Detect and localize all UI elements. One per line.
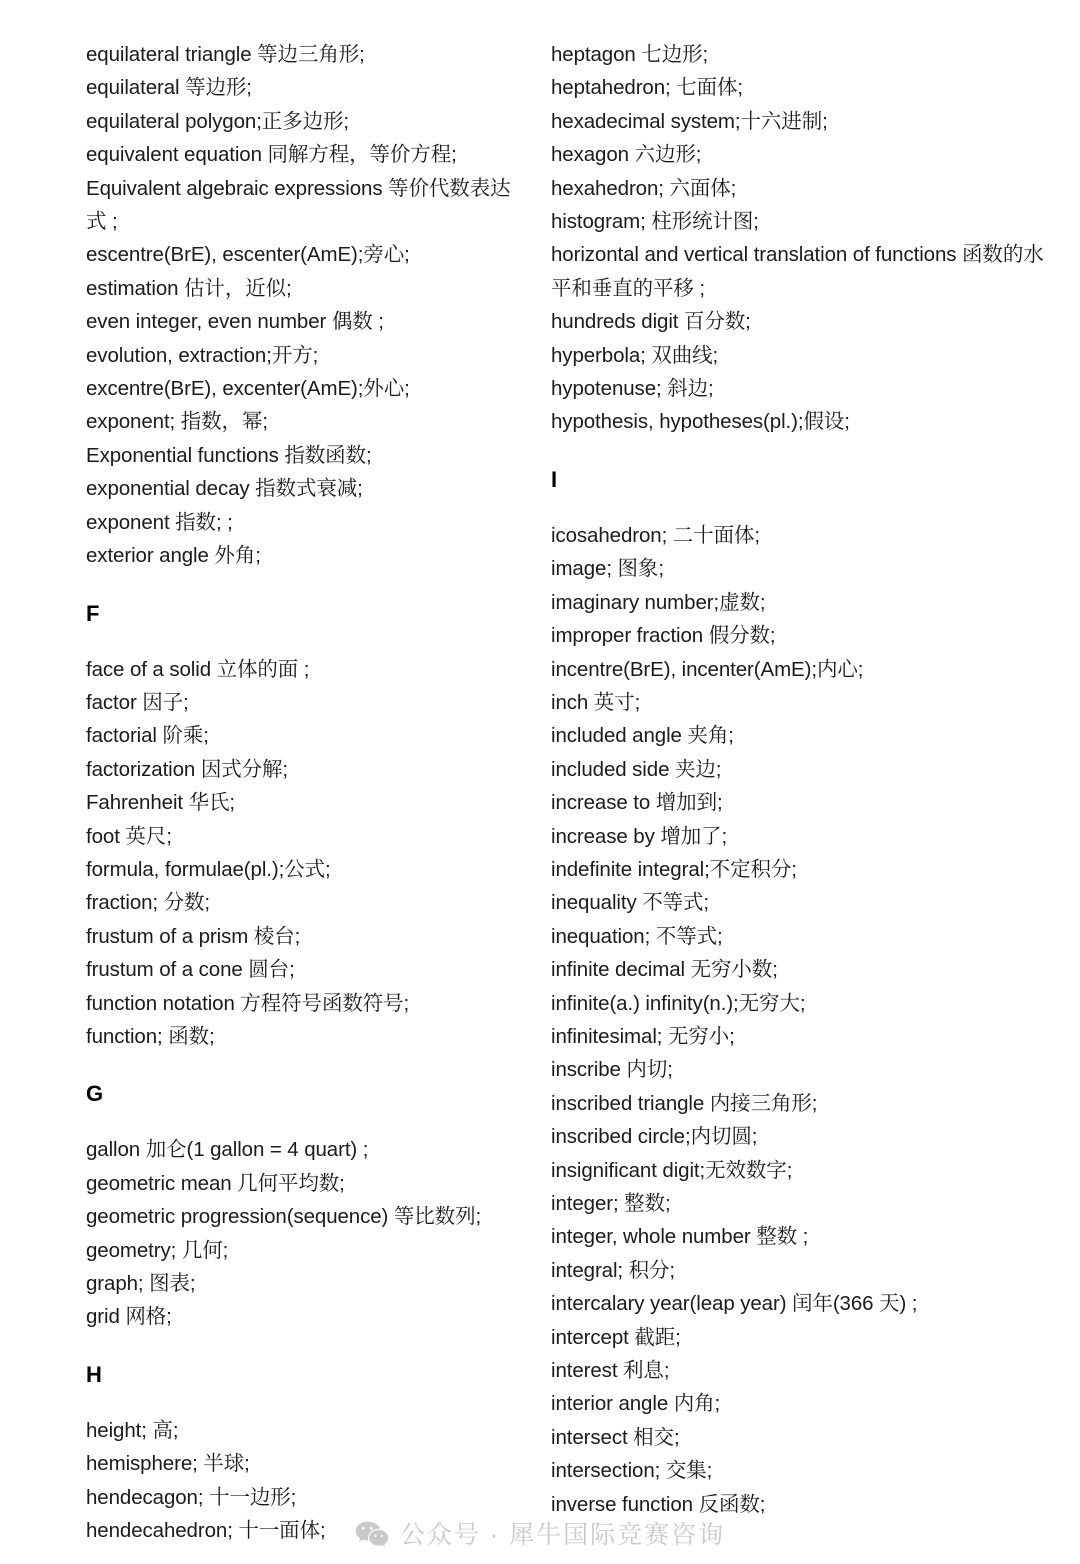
glossary-entry: foot 英尺; (86, 824, 172, 848)
glossary-entry: intercept 截距; (551, 1325, 681, 1349)
glossary-entry: inverse function 反函数; (551, 1492, 766, 1516)
glossary-entry: intersection; 交集; (551, 1459, 713, 1483)
section-heading-h: H (86, 1361, 102, 1387)
glossary-entry: function notation 方程符号函数符号; (86, 991, 410, 1015)
glossary-entry: height; 高; (86, 1418, 179, 1442)
glossary-entry: hypotenuse; 斜边; (551, 377, 714, 401)
glossary-entry: hundreds digit 百分数; (551, 310, 751, 334)
glossary-entry: hypothesis, hypotheses(pl.);假设; (551, 410, 850, 434)
glossary-entry: integer, whole number 整数 ; (551, 1225, 809, 1249)
glossary-entry: inscribed circle;内切圆; (551, 1125, 758, 1149)
glossary-entry: hendecagon; 十一边形; (86, 1485, 297, 1509)
glossary-entry: geometric progression(sequence) 等比数列; (86, 1205, 482, 1229)
glossary-entry: exterior angle 外角; (86, 544, 261, 568)
footer-watermark (0, 1520, 1080, 1550)
glossary-entry: escentre(BrE), escenter(AmE);旁心; (86, 243, 410, 267)
glossary-entry: Equivalent algebraic expressions 等价代数表达式 ; (86, 176, 511, 234)
glossary-entry: inscribed triangle 内接三角形; (551, 1091, 818, 1115)
glossary-entry: increase to 增加到; (551, 791, 723, 815)
glossary-entry: intercalary year(leap year) 闰年(366 天) ; (551, 1292, 918, 1316)
wechat-icon (355, 1520, 389, 1550)
glossary-entry: histogram; 柱形统计图; (551, 210, 759, 234)
glossary-entry: evolution, extraction;开方; (86, 343, 319, 367)
glossary-entry: hexadecimal system;十六进制; (551, 109, 828, 133)
glossary-entry: equivalent equation 同解方程，等价方程; (86, 143, 457, 167)
glossary-entry: inequality 不等式; (551, 891, 710, 915)
glossary-entry: frustum of a cone 圆台; (86, 958, 295, 982)
glossary-entry: Exponential functions 指数函数; (86, 443, 372, 467)
glossary-entry: infinite(a.) infinity(n.);无穷大; (551, 991, 806, 1015)
glossary-entry: gallon 加仑(1 gallon = 4 quart) ; (86, 1138, 369, 1162)
glossary-entry: function; 函数; (86, 1024, 215, 1048)
glossary-entry: included angle 夹角; (551, 724, 734, 748)
glossary-entry: hexagon 六边形; (551, 143, 702, 167)
glossary-entry: integral; 积分; (551, 1258, 676, 1282)
glossary-entry: geometry; 几何; (86, 1238, 229, 1262)
glossary-entry: improper fraction 假分数; (551, 624, 776, 648)
section-heading-f: F (86, 600, 100, 626)
glossary-entry: Fahrenheit 华氏; (86, 791, 235, 815)
footer-text: 公众号 · 犀牛国际竞赛咨询 (399, 1520, 726, 1549)
glossary-entry: frustum of a prism 棱台; (86, 924, 301, 948)
glossary-entry: heptagon 七边形; (551, 43, 709, 66)
glossary-entry: interior angle 内角; (551, 1392, 721, 1416)
glossary-entry: increase by 增加了; (551, 824, 728, 848)
glossary-entry: fraction; 分数; (86, 891, 211, 915)
glossary-entry: inch 英寸; (551, 690, 641, 714)
glossary-entry: excentre(BrE), excenter(AmE);外心; (86, 377, 410, 401)
glossary-entry: horizontal and vertical translation of functions 函数的水平和垂直的平移 ; (551, 243, 1044, 300)
glossary-entry: interest 利息; (551, 1359, 670, 1383)
section-heading-i: I (551, 466, 558, 492)
glossary-entry: graph; 图表; (86, 1272, 196, 1295)
column-left (0, 38, 540, 1547)
glossary-entry: imaginary number;虚数; (551, 590, 766, 614)
glossary-entry: formula, formulae(pl.);公式; (86, 857, 331, 881)
glossary-entry: exponential decay 指数式衰减; (86, 477, 363, 501)
glossary-entry: inscribe 内切; (551, 1058, 673, 1082)
section-heading-g: G (86, 1081, 104, 1107)
glossary-entry: equilateral 等边形; (86, 76, 252, 100)
glossary-entry: infinite decimal 无穷小数; (551, 958, 778, 982)
glossary-entry: factor 因子; (86, 690, 189, 714)
glossary-entry: icosahedron; 二十面体; (551, 523, 760, 547)
glossary-entry: hexahedron; 六面体; (551, 176, 737, 200)
glossary-entry: even integer, even number 偶数 ; (86, 310, 384, 334)
glossary-entry: heptahedron; 七面体; (551, 76, 744, 100)
column-right (540, 38, 1080, 1521)
glossary-entry: included side 夹边; (551, 757, 722, 781)
glossary-entry: infinitesimal; 无穷小; (551, 1024, 735, 1048)
glossary-entry: integer; 整数; (551, 1192, 671, 1215)
glossary-entry: estimation 估计，近似; (86, 276, 292, 300)
glossary-entry: inequation; 不等式; (551, 924, 723, 948)
glossary-entry: geometric mean 几何平均数; (86, 1171, 345, 1195)
glossary-entry: hyperbola; 双曲线; (551, 343, 719, 367)
glossary-entry: factorization 因式分解; (86, 757, 289, 781)
glossary-entry: exponent 指数; ; (86, 510, 233, 534)
glossary-entry: equilateral polygon;正多边形; (86, 109, 349, 133)
glossary-entry: hendecahedron; 十一面体; (86, 1519, 326, 1543)
glossary-entry: factorial 阶乘; (86, 724, 209, 748)
glossary-entry: intersect 相交; (551, 1425, 680, 1449)
glossary-entry: image; 图象; (551, 557, 664, 581)
glossary-entry: equilateral triangle 等边三角形; (86, 43, 365, 66)
glossary-entry: incentre(BrE), incenter(AmE);内心; (551, 657, 864, 681)
glossary-entry: exponent; 指数，幂; (86, 410, 268, 434)
glossary-entry: indefinite integral;不定积分; (551, 857, 797, 881)
glossary-entry: face of a solid 立体的面 ; (86, 657, 310, 681)
glossary-entry: grid 网格; (86, 1305, 172, 1329)
glossary-entry: insignificant digit;无效数字; (551, 1158, 793, 1182)
glossary-entry: hemisphere; 半球; (86, 1452, 250, 1476)
